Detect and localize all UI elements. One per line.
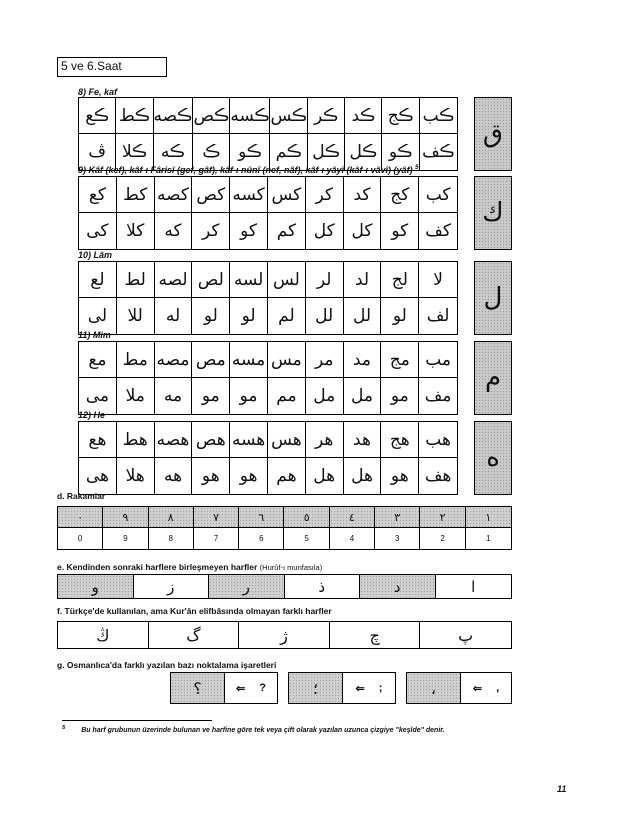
letter-cell: كو: [381, 213, 419, 249]
disjoint-letter: ر: [209, 575, 285, 598]
arabic-numeral: ٧: [194, 507, 239, 528]
base-letter-box: ق: [474, 97, 512, 171]
section-title: 10) Lâm: [78, 250, 113, 260]
letter-cell: هج: [381, 422, 419, 458]
latin-numeral: 6: [239, 528, 284, 549]
latin-numeral: 3: [375, 528, 420, 549]
subsection-subtitle: (Hurûf-ı munfasıla): [259, 563, 323, 572]
letter-cell: لا: [419, 262, 457, 298]
disjoint-letters-strip: [57, 574, 512, 599]
punctuation-box: [288, 672, 396, 704]
arabic-punctuation: ؛: [289, 673, 343, 703]
latin-numeral: 4: [330, 528, 375, 549]
punctuation-box: [406, 672, 512, 704]
letter-cell: لط: [117, 262, 155, 298]
letter-cell: لل: [306, 298, 344, 334]
turkish-letter: پ: [458, 625, 474, 645]
letter-cell: ڪم: [270, 134, 307, 170]
arabic-numeral: ٣: [375, 507, 420, 528]
section-title: 11) Mim: [78, 330, 111, 340]
letter-cell: ڪس: [270, 98, 307, 134]
footnote-text: Bu harf grubunun üzerinde bulunan ve harfine göre tek veya çift olarak yazılan uzunca çizgiye "keşîde" denir.: [81, 727, 445, 735]
letter-cell: مو: [192, 378, 230, 414]
letter-cell: كص: [192, 177, 230, 213]
letter-cell: ڪصه: [154, 98, 194, 134]
letter-cell: مل: [306, 378, 344, 414]
letter-cell: كل: [306, 213, 344, 249]
footnote-divider: [62, 720, 212, 721]
punctuation-mapping: [461, 673, 511, 703]
letter-cell: ڤ: [79, 134, 116, 170]
letter-cell: ڪط: [116, 98, 153, 134]
letter-cell: كر: [192, 213, 230, 249]
letter-cell: لف: [426, 306, 450, 326]
letter-cell: كو: [230, 213, 268, 249]
letter-cell: مصه: [155, 342, 193, 378]
turkish-letter: ژ: [239, 622, 330, 648]
letter-cell: ڪف: [422, 142, 455, 162]
latin-numeral: 8: [149, 528, 194, 549]
letter-cell: مى: [79, 378, 117, 414]
arabic-punctuation: ،: [407, 673, 461, 703]
subsection-title: d. Rakamlar: [57, 491, 106, 501]
letter-cell: ڪل: [345, 134, 382, 170]
letter-cell: كصه: [155, 177, 193, 213]
arabic-numeral: ٥: [284, 507, 329, 528]
section-title: 12) He: [78, 410, 106, 420]
letter-cell: كر: [306, 177, 344, 213]
letter-cell: له: [155, 298, 193, 334]
letter-cell: لد: [344, 262, 382, 298]
letter-cell: هس: [268, 422, 306, 458]
letter-cell: هر: [306, 422, 344, 458]
arabic-numeral: ٨: [149, 507, 194, 528]
letter-cell: لو: [192, 298, 230, 334]
letter-grid: [78, 261, 458, 335]
letter-cell: ڪب: [420, 98, 457, 134]
letter-cell: لى: [79, 298, 117, 334]
letter-cell: ڪلا: [116, 134, 153, 170]
latin-numeral: 0: [58, 528, 103, 549]
letter-cell: مس: [268, 342, 306, 378]
subsection-title: [57, 562, 322, 572]
letter-cell: لو: [230, 298, 268, 334]
disjoint-letter: ز: [134, 575, 210, 598]
left-arrow-icon: ⇐: [355, 682, 365, 695]
arabic-numeral: ٦: [239, 507, 284, 528]
letter-cell: لو: [381, 298, 419, 334]
letter-cell: مه: [155, 378, 193, 414]
letter-cell: كس: [268, 177, 306, 213]
letter-cell: مص: [192, 342, 230, 378]
letter-cell: مو: [230, 378, 268, 414]
section-title-text: 9) Kâf (kef), kâf-ı Fârisî (gef, gâf), kâf-ı nûnî (nef, nâf), kâf-ı yâyî (kâf-ı vâvî) (yâf): [78, 165, 413, 175]
letter-cell: ڪص: [193, 98, 230, 134]
letter-cell: هلا: [117, 458, 155, 494]
footnote-mark: 5: [62, 725, 66, 731]
letter-cell: مو: [381, 378, 419, 414]
letter-cell: مر: [306, 342, 344, 378]
letter-cell: هط: [117, 422, 155, 458]
turkish-letter: چ: [330, 622, 421, 648]
letter-cell: لص: [192, 262, 230, 298]
letter-cell: ڪد: [345, 98, 382, 134]
letter-cell: ڪه: [154, 134, 194, 170]
latin-numeral: 1: [486, 534, 491, 543]
disjoint-letter: ا: [471, 577, 476, 596]
letter-cell: لج: [381, 262, 419, 298]
latin-numeral: 9: [103, 528, 148, 549]
letter-cell: هل: [344, 458, 382, 494]
turkish-letters-strip: [57, 621, 512, 649]
letter-cell: لم: [268, 298, 306, 334]
letter-grid: [78, 97, 458, 171]
letter-cell: كد: [344, 177, 382, 213]
letter-cell: لر: [306, 262, 344, 298]
page-number: 11: [557, 784, 567, 794]
arabic-numeral: ٤: [330, 507, 375, 528]
punctuation-box: [170, 672, 278, 704]
letter-cell: ڪ: [193, 134, 230, 170]
letter-cell: ڪسه: [230, 98, 270, 134]
turkish-letter: گ: [149, 622, 240, 648]
letter-cell: للا: [117, 298, 155, 334]
letter-cell: مل: [344, 378, 382, 414]
base-letter-box: م: [474, 341, 512, 415]
letter-cell: كط: [117, 177, 155, 213]
letter-cell: كه: [155, 213, 193, 249]
latin-numeral: 7: [194, 528, 239, 549]
disjoint-letter: د: [360, 575, 436, 598]
letter-cell: كم: [268, 213, 306, 249]
arabic-numeral: ١: [466, 507, 511, 528]
latin-punctuation: ;: [378, 682, 383, 694]
subsection-title: f. Türkçe'de kullanılan, ama Kur'ân elifbâsında olmayan farklı harfler: [57, 606, 332, 616]
letter-cell: ڪو: [382, 134, 419, 170]
letter-cell: هص: [192, 422, 230, 458]
letter-cell: ڪع: [79, 98, 116, 134]
punctuation-mapping: [225, 673, 277, 703]
left-arrow-icon: ⇐: [472, 682, 483, 695]
footnote: [62, 725, 445, 734]
letter-cell: كل: [344, 213, 382, 249]
letter-cell: كج: [381, 177, 419, 213]
arabic-punctuation: ؟: [171, 673, 225, 703]
letter-cell: ڪج: [382, 98, 419, 134]
letter-cell: هف: [424, 466, 452, 486]
latin-numeral: 2: [420, 528, 465, 549]
letter-cell: هى: [79, 458, 117, 494]
disjoint-letter: ذ: [285, 575, 361, 598]
left-arrow-icon: ⇐: [236, 682, 246, 695]
subsection-title: g. Osmanlıca'da farklı yazılan bazı noktalama işaretleri: [57, 660, 277, 670]
letter-cell: لس: [268, 262, 306, 298]
letter-cell: كى: [79, 213, 117, 249]
letter-cell: هو: [381, 458, 419, 494]
letter-cell: كلا: [117, 213, 155, 249]
letter-cell: مب: [419, 342, 457, 378]
arabic-numeral: ٢: [420, 507, 465, 528]
letter-cell: مع: [79, 342, 117, 378]
letter-cell: لصه: [155, 262, 193, 298]
base-letter-box: ك: [474, 176, 512, 250]
letter-cell: هع: [79, 422, 117, 458]
numerals-table: [57, 506, 512, 550]
arabic-numeral: ٠: [58, 507, 103, 528]
latin-punctuation: ?: [259, 682, 266, 694]
latin-punctuation: ,: [496, 682, 500, 694]
letter-cell: ڪل: [308, 134, 345, 170]
letter-cell: كب: [419, 177, 457, 213]
letter-cell: مم: [268, 378, 306, 414]
subsection-title-text: e. Kendinden sonraki harflere birleşmeyen harfler: [57, 562, 258, 572]
letter-cell: هو: [230, 458, 268, 494]
letter-grid: [78, 421, 458, 495]
letter-cell: مد: [344, 342, 382, 378]
letter-cell: هل: [306, 458, 344, 494]
letter-cell: مج: [381, 342, 419, 378]
section-title: 8) Fe, kaf: [78, 87, 118, 97]
letter-cell: كع: [79, 177, 117, 213]
letter-cell: مسه: [230, 342, 268, 378]
letter-cell: مف: [424, 386, 452, 406]
lesson-header: 5 ve 6.Saat: [57, 57, 167, 77]
letter-cell: ڪو: [230, 134, 270, 170]
letter-cell: هب: [419, 422, 457, 458]
letter-cell: ملا: [117, 378, 155, 414]
latin-numeral: 5: [284, 528, 329, 549]
section-title: [78, 165, 418, 175]
footnote-ref: 5: [415, 165, 419, 171]
letter-cell: مط: [117, 342, 155, 378]
turkish-letter: ڭ: [58, 622, 149, 648]
letter-cell: لل: [344, 298, 382, 334]
letter-cell: هصه: [155, 422, 193, 458]
base-letter-box: ه: [474, 421, 512, 495]
letter-cell: ڪر: [308, 98, 345, 134]
letter-cell: هم: [268, 458, 306, 494]
letter-cell: لسه: [230, 262, 268, 298]
punctuation-mapping: [343, 673, 395, 703]
letter-cell: كف: [425, 221, 451, 241]
disjoint-letter: و: [58, 575, 134, 598]
letter-grid: [78, 341, 458, 415]
letter-grid: [78, 176, 458, 250]
letter-cell: هسه: [230, 422, 268, 458]
letter-cell: كسه: [230, 177, 268, 213]
base-letter-box: ل: [474, 261, 512, 335]
letter-cell: هد: [344, 422, 382, 458]
letter-cell: لع: [79, 262, 117, 298]
arabic-numeral: ٩: [103, 507, 148, 528]
letter-cell: هه: [155, 458, 193, 494]
letter-cell: هو: [192, 458, 230, 494]
